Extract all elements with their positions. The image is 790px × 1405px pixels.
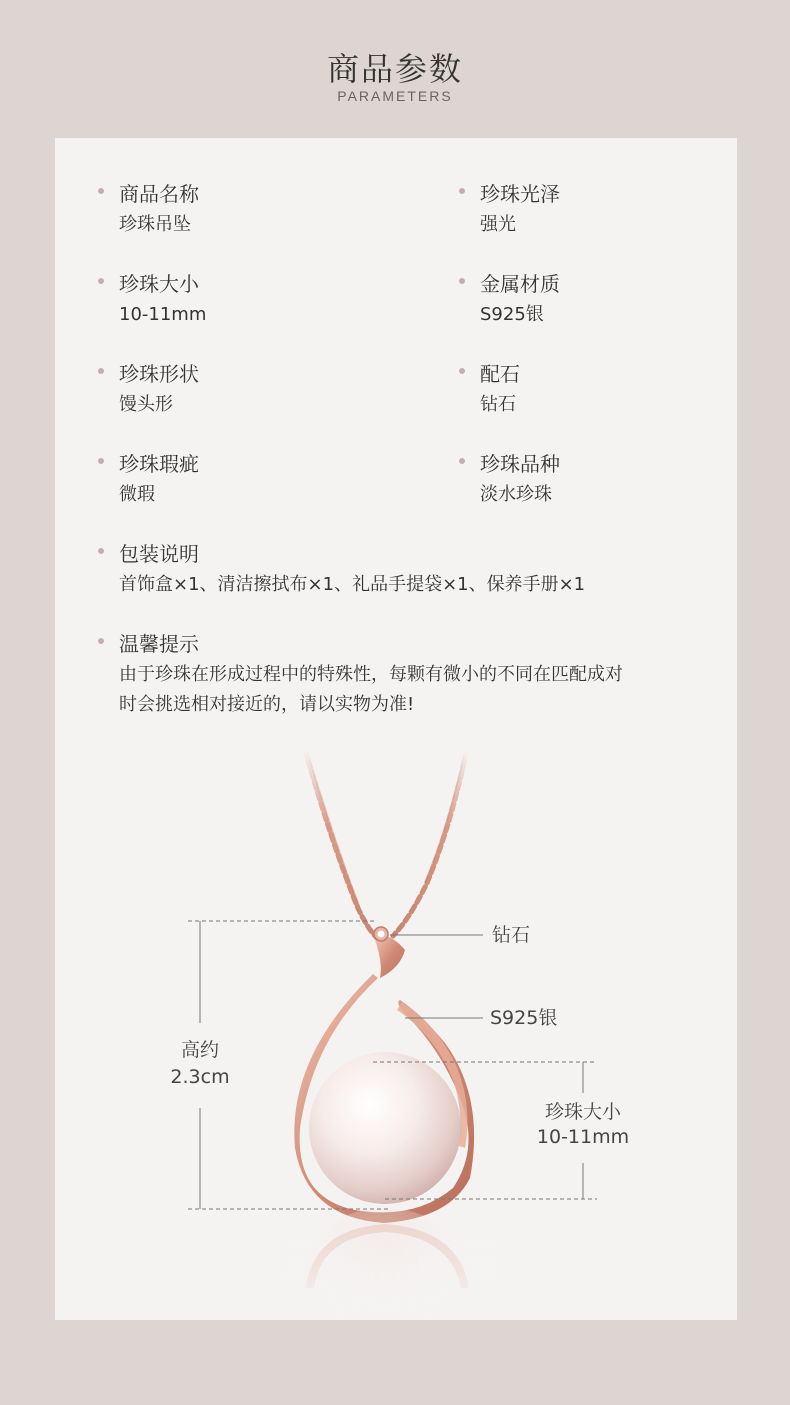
chain-left [305, 750, 377, 938]
notice-line-2: 时会挑选相对接近的，请以实物为准! [119, 694, 415, 715]
pendant-reflection [285, 1208, 495, 1320]
param-value: 淡水珍珠 [480, 484, 552, 505]
diamond-icon [378, 931, 385, 938]
param-value: 微瑕 [119, 484, 155, 505]
chain-right [393, 750, 467, 936]
param-label: 珍珠光泽 [480, 182, 560, 206]
metal-label: S925银 [490, 1007, 558, 1029]
param-value: 钻石 [480, 394, 516, 415]
param-label: 珍珠瑕疵 [119, 452, 199, 476]
param-label: 包装说明 [119, 542, 199, 566]
parameters-card [55, 138, 737, 1320]
page-subtitle: PARAMETERS [337, 88, 453, 104]
param-label: 金属材质 [480, 272, 560, 296]
param-label: 商品名称 [119, 182, 199, 206]
height-label-line-1: 高约 [180, 1039, 219, 1061]
pearl-size-label-line-2: 10-11mm [536, 1126, 630, 1148]
param-label: 温馨提示 [119, 632, 199, 656]
param-value: 馒头形 [119, 394, 173, 415]
pearl-size-label-line-1: 珍珠大小 [544, 1101, 621, 1123]
diamond-label: 钻石 [492, 924, 531, 946]
param-value: 珍珠吊坠 [119, 214, 191, 235]
param-value: S925银 [480, 304, 544, 325]
pearl-icon [309, 1052, 461, 1204]
param-label: 珍珠形状 [119, 362, 199, 386]
param-label: 配石 [480, 362, 520, 386]
page-title: 商品参数 [326, 50, 463, 88]
param-value: 强光 [480, 214, 516, 235]
param-label: 珍珠品种 [480, 452, 560, 476]
param-label: 珍珠大小 [119, 272, 199, 296]
height-label-line-2: 2.3cm [170, 1066, 230, 1088]
param-value: 首饰盒×1、清洁擦拭布×1、礼品手提袋×1、保养手册×1 [119, 574, 586, 595]
notice-line-1: 由于珍珠在形成过程中的特殊性，每颗有微小的不同在匹配成对 [119, 664, 623, 685]
param-value: 10-11mm [119, 304, 207, 325]
